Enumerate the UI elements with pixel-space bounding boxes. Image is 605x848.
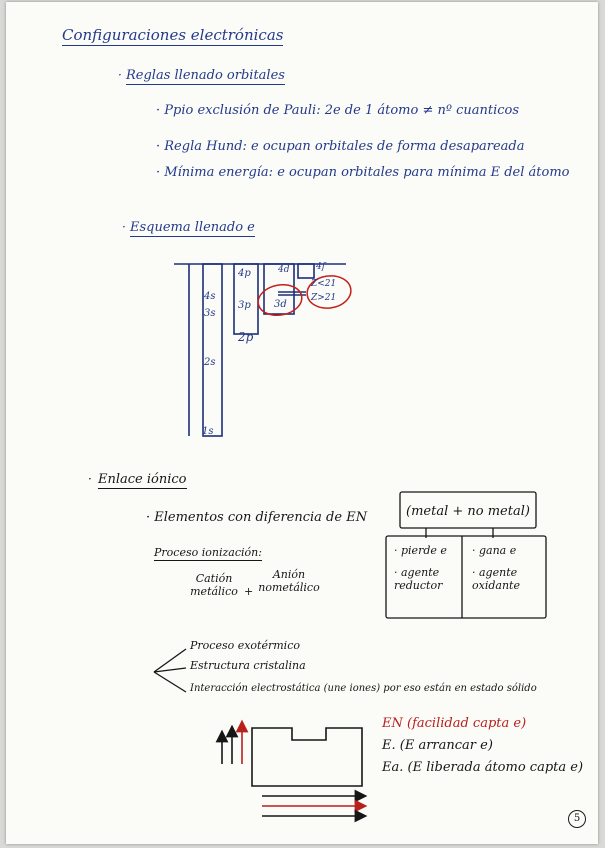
rule-item: · Regla Hund: e ocupan orbitales de forma desapareada	[156, 139, 525, 154]
page-number: 5	[568, 810, 586, 828]
orbital-label-2p: 2p	[238, 330, 254, 344]
orbital-label-4d: 4d	[278, 265, 290, 275]
orbital-label-4f: 4f	[316, 262, 326, 272]
legend-en: EN (facilidad capta e)	[382, 716, 527, 731]
bullet: ·	[88, 472, 92, 486]
atomic-number-condition: Z<21	[311, 279, 337, 289]
orbital-label-3d: 3d	[274, 299, 287, 310]
orbital-label-4s: 4s	[204, 291, 216, 302]
characteristic-item: Interacción electrostática (une iones) por eso están en estado sólido	[190, 683, 537, 694]
rule-item: · Ppio exclusión de Pauli: 2e de 1 átomo ≠ nº cuanticos	[156, 103, 520, 118]
orbital-label-2s: 2s	[204, 357, 216, 368]
property-text: agente reductor	[394, 566, 443, 592]
plus-sign: +	[244, 585, 254, 598]
characteristic-item: Estructura cristalina	[190, 659, 306, 672]
orbital-label-1s: 1s	[202, 426, 214, 437]
metal-nonmetal-label: (metal + no metal)	[406, 504, 530, 519]
metal-property: · agente reductor	[394, 566, 443, 592]
bullet: ·	[122, 220, 126, 234]
rule-text: Ppio exclusión de Pauli: 2e de 1 átomo ≠ nº cuanticos	[164, 103, 520, 118]
definition-text: Elementos con diferencia de EN	[154, 510, 368, 525]
subheading-esquema: Esquema llenado e	[130, 220, 255, 235]
property-text: pierde e	[401, 544, 447, 557]
rule-item: · Mínima energía: e ocupan orbitales para mínima E del átomo	[156, 165, 570, 180]
subheading-reglas: Reglas llenado orbitales	[126, 68, 285, 83]
bullet: ·	[118, 68, 122, 82]
property-text: agente oxidante	[472, 566, 520, 592]
orbital-label-3s: 3s	[204, 308, 216, 319]
anion-label: Anión nometálico	[258, 568, 320, 594]
metal-property: · pierde e	[394, 544, 447, 557]
nonmetal-property: · agente oxidante	[472, 566, 520, 592]
rule-text: Mínima energía: e ocupan orbitales para mínima E del átomo	[164, 165, 570, 180]
property-text: gana e	[479, 544, 517, 557]
rule-text: Regla Hund: e ocupan orbitales de forma desapareada	[164, 139, 525, 154]
orbital-label-3p: 3p	[238, 300, 251, 311]
nonmetal-property: · gana e	[472, 544, 517, 557]
orbital-label-4p: 4p	[238, 268, 251, 279]
atomic-number-condition: Z>21	[311, 293, 337, 303]
characteristic-item: Proceso exotérmico	[190, 639, 300, 652]
definition-line: · Elementos con diferencia de EN	[146, 510, 368, 525]
legend-ei: E. (E arrancar e)	[382, 738, 493, 753]
section-heading-configuraciones: Configuraciones electrónicas	[62, 26, 284, 44]
legend-ea: Ea. (E liberada átomo capta e)	[382, 760, 584, 775]
section-heading-enlace-ionico: Enlace iónico	[98, 472, 187, 487]
ionization-process-label: Proceso ionización:	[154, 546, 262, 559]
cation-label: Catión metálico	[190, 572, 238, 598]
notebook-page	[6, 2, 598, 844]
